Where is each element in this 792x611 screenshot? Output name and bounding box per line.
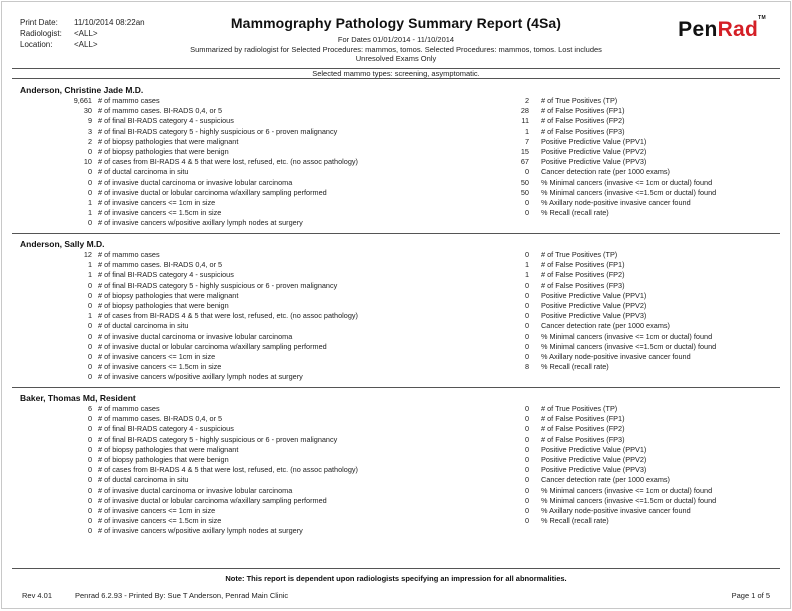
right-metric-value: 0 — [524, 208, 529, 218]
left-metric-value: 0 — [87, 321, 92, 331]
left-metric-label: # of mammo cases. BI-RADS 0,4, or 5 — [98, 260, 223, 270]
left-metric-label: # of invasive cancers w/positive axillary lymph nodes at surgery — [98, 372, 303, 382]
left-metric-label: # of invasive ductal carcinoma or invasive lobular carcinoma — [98, 177, 293, 187]
left-metric-value: 0 — [87, 147, 92, 156]
left-metric-value: 0 — [87, 301, 92, 310]
left-metric-label: # of mammo cases. BI-RADS 0,4, or 5 — [98, 106, 223, 116]
left-metric-label: # of invasive cancers <= 1cm in size — [98, 506, 216, 515]
right-metric-value: 0 — [524, 250, 529, 259]
left-metric-label: # of ductal carcinoma in situ — [98, 321, 189, 331]
right-metric-value: 0 — [524, 331, 529, 341]
left-metric-label: # of final BI-RADS category 4 - suspicious — [98, 270, 234, 280]
radiologist-name: Anderson, Sally M.D. — [20, 239, 105, 249]
left-metric-label: # of invasive cancers <= 1.5cm in size — [98, 362, 222, 372]
right-metric-label: % Minimal cancers (invasive <=1.5cm or ductal) found — [541, 495, 717, 505]
left-metric-value: 9 — [87, 116, 92, 126]
date-range: For Dates 01/01/2014 - 11/10/2014 — [337, 35, 455, 44]
left-metric-value: 0 — [87, 444, 92, 454]
right-metric-label: # of False Positives (FP3) — [541, 126, 625, 136]
left-metric-value: 0 — [87, 177, 92, 187]
right-metric-value: 0 — [524, 495, 529, 505]
right-metric-value: 0 — [524, 444, 529, 454]
right-metric-label: Cancer detection rate (per 1000 exams) — [541, 475, 670, 485]
right-metric-value: 0 — [524, 475, 529, 485]
left-metric-label: # of biopsy pathologies that were benign — [98, 455, 229, 464]
right-metric-value: 0 — [524, 434, 529, 444]
right-metric-label: # of True Positives (TP) — [541, 250, 618, 259]
right-metric-label: Positive Predictive Value (PPV3) — [541, 157, 647, 167]
right-metric-label: # of False Positives (FP2) — [541, 270, 625, 280]
left-metric-value: 0 — [87, 485, 92, 495]
left-metric-value: 0 — [87, 465, 92, 475]
left-metric-label: # of biopsy pathologies that were malignant — [98, 136, 239, 146]
report-subtitle — [2, 35, 790, 64]
left-metric-value: 6 — [87, 404, 92, 413]
right-metric-label: # of False Positives (FP3) — [541, 434, 625, 444]
left-metric-value: 0 — [87, 424, 92, 434]
right-metric-label: % Axillary node-positive invasive cancer found — [541, 198, 691, 207]
right-metric-value: 1 — [524, 270, 529, 280]
left-metric-label: # of invasive cancers <= 1.5cm in size — [98, 516, 222, 526]
location-label: Location: — [20, 40, 53, 49]
right-metric-label: Positive Predictive Value (PPV3) — [541, 465, 647, 475]
right-metric-label: # of False Positives (FP3) — [541, 280, 625, 290]
right-metric-value: 0 — [524, 198, 529, 207]
right-metric-value: 50 — [520, 187, 529, 197]
right-metric-value: 50 — [520, 177, 529, 187]
left-metric-label: # of invasive ductal or lobular carcinoma w/axillary sampling performed — [98, 495, 327, 505]
right-metric-value: 0 — [524, 321, 529, 331]
right-metric-label: % Minimal cancers (invasive <= 1cm or ductal) found — [541, 485, 713, 495]
radiologist-name: Baker, Thomas Md, Resident — [20, 393, 136, 403]
right-metric-value: 0 — [524, 506, 529, 515]
right-metric-value: 1 — [524, 260, 529, 270]
left-metric-value: 0 — [87, 218, 92, 228]
footer-printed-by: Penrad 6.2.93 - Printed By: Sue T Anderson, Penrad Main Clinic — [75, 591, 289, 600]
right-metric-label: Positive Predictive Value (PPV2) — [541, 301, 647, 310]
left-metric-label: # of final BI-RADS category 5 - highly suspicious or 6 - proven malignancy — [98, 126, 338, 136]
right-metric-label: Positive Predictive Value (PPV1) — [541, 136, 647, 146]
radiologist-name: Anderson, Christine Jade M.D. — [20, 85, 144, 95]
left-metric-value: 0 — [87, 362, 92, 372]
right-metric-value: 0 — [524, 167, 529, 177]
right-metric-value: 0 — [524, 352, 529, 361]
left-metric-label: # of cases from BI-RADS 4 & 5 that were lost, refused, etc. (no assoc pathology) — [98, 465, 358, 475]
right-metric-label: # of True Positives (TP) — [541, 404, 618, 413]
report-page — [1, 1, 791, 609]
right-metric-value: 8 — [524, 362, 529, 372]
right-metric-label: % Recall (recall rate) — [541, 362, 609, 372]
right-metric-label: % Minimal cancers (invasive <=1.5cm or ductal) found — [541, 341, 717, 351]
left-metric-value: 1 — [87, 270, 92, 280]
left-metric-label: # of invasive ductal or lobular carcinoma w/axillary sampling performed — [98, 341, 327, 351]
left-metric-value: 0 — [87, 341, 92, 351]
right-metric-label: # of False Positives (FP1) — [541, 414, 625, 424]
report-header — [2, 2, 790, 72]
right-metric-label: # of False Positives (FP2) — [541, 424, 625, 434]
left-metric-value: 0 — [87, 455, 92, 464]
left-metric-label: # of cases from BI-RADS 4 & 5 that were lost, refused, etc. (no assoc pathology) — [98, 157, 358, 167]
left-metric-label: # of invasive cancers <= 1cm in size — [98, 198, 216, 207]
right-metric-value: 0 — [524, 424, 529, 434]
left-metric-label: # of mammo cases. BI-RADS 0,4, or 5 — [98, 414, 223, 424]
right-metric-value: 67 — [520, 157, 529, 167]
left-metric-value: 0 — [87, 167, 92, 177]
right-metric-value: 0 — [524, 341, 529, 351]
right-metric-label: # of True Positives (TP) — [541, 96, 618, 105]
left-metric-value: 0 — [87, 495, 92, 505]
left-metric-label: # of final BI-RADS category 5 - highly suspicious or 6 - proven malignancy — [98, 280, 338, 290]
left-metric-label: # of invasive cancers <= 1cm in size — [98, 352, 216, 361]
right-metric-label: % Minimal cancers (invasive <=1.5cm or ductal) found — [541, 187, 717, 197]
left-metric-value: 0 — [87, 352, 92, 361]
left-metric-value: 0 — [87, 372, 92, 382]
right-metric-value: 0 — [524, 414, 529, 424]
right-metric-value: 0 — [524, 301, 529, 310]
left-metric-label: # of invasive ductal carcinoma or invasive lobular carcinoma — [98, 331, 293, 341]
right-metric-label: Positive Predictive Value (PPV1) — [541, 444, 647, 454]
right-metric-label: Positive Predictive Value (PPV2) — [541, 147, 647, 156]
right-metric-value: 7 — [524, 136, 529, 146]
left-metric-label: # of mammo cases — [98, 404, 160, 413]
left-metric-value: 0 — [87, 290, 92, 300]
logo-pen: Pen — [678, 18, 718, 41]
radiologist-value: <ALL> — [74, 29, 98, 38]
left-metric-label: # of final BI-RADS category 4 - suspicious — [98, 116, 234, 126]
footer-page: Page 1 of 5 — [731, 591, 770, 600]
left-metric-label: # of cases from BI-RADS 4 & 5 that were lost, refused, etc. (no assoc pathology) — [98, 311, 358, 321]
right-metric-label: # of False Positives (FP1) — [541, 106, 625, 116]
header-rule-bottom — [12, 78, 780, 79]
right-metric-label: Positive Predictive Value (PPV1) — [541, 290, 647, 300]
section-divider — [12, 387, 780, 388]
left-metric-label: # of final BI-RADS category 4 - suspicious — [98, 424, 234, 434]
left-metric-label: # of biopsy pathologies that were benign — [98, 301, 229, 310]
right-metric-label: % Minimal cancers (invasive <= 1cm or ductal) found — [541, 331, 713, 341]
logo-rad: Rad — [717, 18, 759, 41]
left-metric-value: 2 — [87, 136, 92, 146]
footer-rev: Rev 4.01 — [22, 591, 53, 600]
right-metric-value: 28 — [520, 106, 529, 116]
left-metric-value: 1 — [87, 260, 92, 270]
report-title: Mammography Pathology Summary Report (4Sa) — [230, 15, 562, 31]
left-metric-label: # of invasive ductal carcinoma or invasive lobular carcinoma — [98, 485, 293, 495]
left-metric-value: 0 — [87, 434, 92, 444]
left-metric-value: 1 — [87, 311, 92, 321]
left-metric-value: 12 — [83, 250, 92, 259]
left-metric-value: 0 — [87, 414, 92, 424]
right-metric-label: Cancer detection rate (per 1000 exams) — [541, 167, 670, 177]
selected-mammo-types: Selected mammo types: screening, asymptomatic. — [312, 69, 480, 78]
left-metric-label: # of ductal carcinoma in situ — [98, 167, 189, 177]
right-metric-value: 0 — [524, 311, 529, 321]
logo-tm: TM — [758, 15, 766, 21]
left-metric-label: # of invasive cancers w/positive axillary lymph nodes at surgery — [98, 218, 303, 228]
left-metric-value: 0 — [87, 475, 92, 485]
left-metric-value: 10 — [83, 157, 92, 167]
right-metric-value: 0 — [524, 485, 529, 495]
right-metric-label: % Recall (recall rate) — [541, 516, 609, 526]
unresolved-line: Unresolved Exams Only — [355, 54, 437, 63]
left-metric-label: # of invasive cancers w/positive axillary lymph nodes at surgery — [98, 526, 303, 536]
left-metric-value: 1 — [87, 208, 92, 218]
summarized-line: Summarized by radiologist for Selected Procedures: mammos, tomos. Selected Procedures: mammos, tomos. Lost includes — [190, 44, 602, 54]
right-metric-label: % Minimal cancers (invasive <= 1cm or ductal) found — [541, 177, 713, 187]
right-metric-label: # of False Positives (FP1) — [541, 260, 625, 270]
left-metric-label: # of mammo cases — [98, 250, 160, 259]
left-metric-label: # of biopsy pathologies that were malignant — [98, 444, 239, 454]
section-divider — [12, 233, 780, 234]
right-metric-label: % Axillary node-positive invasive cancer found — [541, 352, 691, 361]
location-value: <ALL> — [74, 40, 98, 49]
left-metric-value: 0 — [87, 187, 92, 197]
right-metric-value: 0 — [524, 290, 529, 300]
left-metric-label: # of biopsy pathologies that were benign — [98, 147, 229, 156]
left-metric-label: # of final BI-RADS category 5 - highly suspicious or 6 - proven malignancy — [98, 434, 338, 444]
right-metric-label: % Recall (recall rate) — [541, 208, 609, 218]
left-metric-value: 1 — [87, 198, 92, 207]
right-metric-value: 11 — [521, 116, 529, 126]
left-metric-value: 3 — [87, 126, 92, 136]
penrad-logo — [678, 15, 766, 42]
left-metric-label: # of ductal carcinoma in situ — [98, 475, 189, 485]
right-metric-value: 0 — [524, 280, 529, 290]
right-metric-value: 0 — [524, 465, 529, 475]
left-metric-value: 0 — [87, 526, 92, 536]
left-metric-value: 30 — [83, 106, 92, 116]
right-metric-value: 0 — [524, 404, 529, 413]
left-metric-label: # of mammo cases — [98, 96, 160, 105]
right-metric-label: Cancer detection rate (per 1000 exams) — [541, 321, 670, 331]
right-metric-label: # of False Positives (FP2) — [541, 116, 625, 126]
footer-note: Note: This report is dependent upon radiologists specifying an impression for all abnormalities. — [225, 574, 567, 583]
right-metric-label: Positive Predictive Value (PPV3) — [541, 311, 647, 321]
footer-divider — [12, 568, 780, 569]
right-metric-label: % Axillary node-positive invasive cancer found — [541, 506, 691, 515]
right-metric-value: 0 — [524, 516, 529, 526]
left-metric-value: 0 — [87, 516, 92, 526]
left-metric-value: 0 — [87, 280, 92, 290]
left-metric-value: 0 — [87, 331, 92, 341]
left-metric-value: 0 — [87, 506, 92, 515]
radiologist-label: Radiologist: — [20, 29, 62, 38]
right-metric-value: 0 — [524, 455, 529, 464]
right-metric-value: 2 — [524, 96, 529, 105]
left-metric-label: # of invasive cancers <= 1.5cm in size — [98, 208, 222, 218]
left-metric-value: 9,661 — [73, 96, 92, 105]
left-metric-label: # of invasive ductal or lobular carcinoma w/axillary sampling performed — [98, 187, 327, 197]
left-metric-label: # of biopsy pathologies that were malignant — [98, 290, 239, 300]
right-metric-label: Positive Predictive Value (PPV2) — [541, 455, 647, 464]
right-metric-value: 15 — [520, 147, 529, 156]
right-metric-value: 1 — [524, 126, 529, 136]
print-date-label: Print Date: — [20, 18, 58, 27]
print-date-value: 11/10/2014 08:22an — [74, 18, 145, 27]
